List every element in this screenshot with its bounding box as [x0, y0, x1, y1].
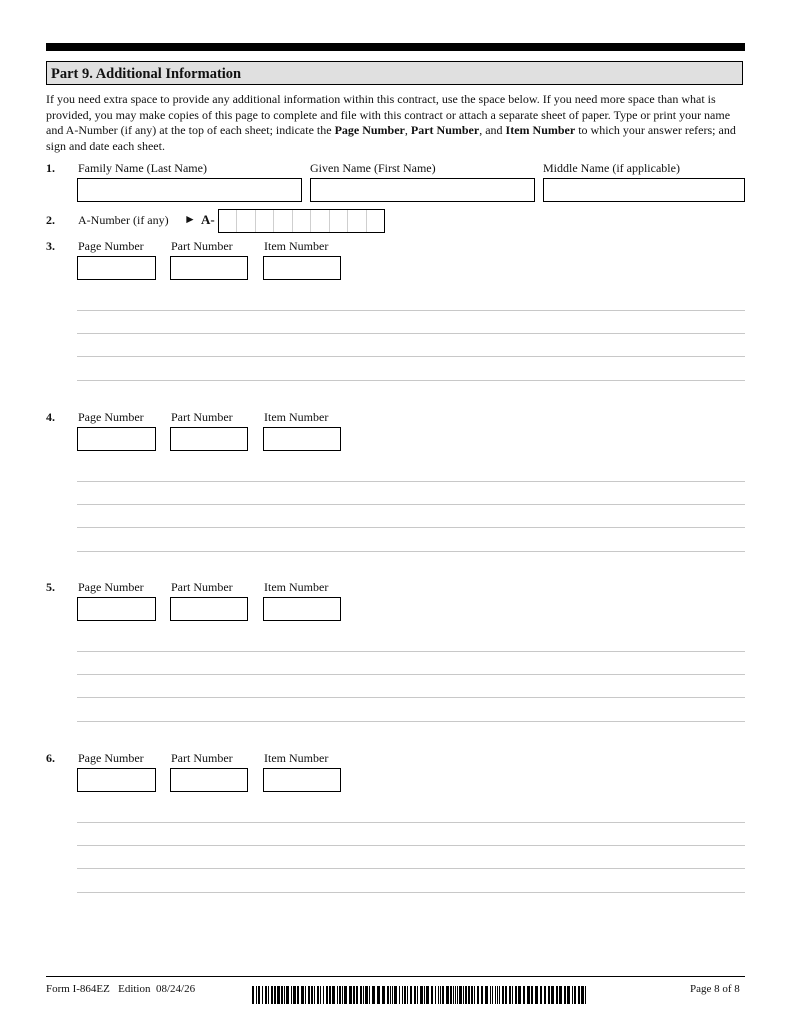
page-number: Page 8 of 8	[690, 983, 740, 995]
given-name-label: Given Name (First Name)	[310, 161, 436, 175]
item-number-label: Item Number	[264, 410, 329, 424]
item-number: 4.	[46, 410, 55, 424]
item-number-field[interactable]	[263, 427, 341, 451]
part-number-field[interactable]	[170, 597, 248, 621]
answer-line[interactable]	[77, 380, 745, 381]
instructions-text: ,	[404, 123, 411, 138]
part-number-label: Part Number	[171, 410, 233, 424]
instructions-bold-part: Part Number	[410, 123, 480, 138]
part-number-label: Part Number	[171, 580, 233, 594]
barcode-image	[252, 986, 592, 1004]
answer-line[interactable]	[77, 527, 745, 528]
form-edition: Form I-864EZ Edition 08/24/26	[46, 983, 196, 995]
footer-rule	[46, 976, 745, 977]
page-number-field[interactable]	[77, 427, 156, 451]
middle-name-field[interactable]	[543, 178, 745, 202]
item-number-label: Item Number	[264, 239, 329, 253]
part-number-label: Part Number	[171, 239, 233, 253]
instructions-bold-page: Page Number	[334, 123, 405, 138]
instructions-text: If you need extra space to provide any additional information within this contract, use the space below. If you need more space than what is provided, you may make copies of this page to complete and file with this contract or attach a separate sheet of paper. Type or print your name and A-Number (if any) at the top of each sheet; indicate the	[46, 92, 731, 138]
page-number-label: Page Number	[78, 410, 144, 424]
answer-line[interactable]	[77, 868, 745, 869]
answer-line[interactable]	[77, 481, 745, 482]
item-number: 2.	[46, 213, 55, 227]
page-number-field[interactable]	[77, 768, 156, 792]
answer-line[interactable]	[77, 697, 745, 698]
item-number-label: Item Number	[264, 751, 329, 765]
answer-line[interactable]	[77, 721, 745, 722]
a-number-field[interactable]	[218, 209, 385, 233]
page-number-field[interactable]	[77, 597, 156, 621]
answer-line[interactable]	[77, 356, 745, 357]
answer-line[interactable]	[77, 822, 745, 823]
answer-line[interactable]	[77, 651, 745, 652]
item-number: 5.	[46, 580, 55, 594]
a-number-label: A-Number (if any)	[78, 213, 169, 227]
family-name-label: Family Name (Last Name)	[78, 161, 207, 175]
instructions-text: to which your answer refers; and sign and date each sheet.	[46, 123, 736, 153]
given-name-field[interactable]	[310, 178, 535, 202]
section-header	[46, 61, 743, 85]
item-number-field[interactable]	[263, 597, 341, 621]
page-number-label: Page Number	[78, 751, 144, 765]
instructions-bold-item: Item Number	[505, 123, 576, 138]
page-number-label: Page Number	[78, 239, 144, 253]
item-number-field[interactable]	[263, 256, 341, 280]
answer-line[interactable]	[77, 333, 745, 334]
item-number-label: Item Number	[264, 580, 329, 594]
section-title: Part 9. Additional Information	[51, 66, 242, 82]
answer-line[interactable]	[77, 310, 745, 311]
answer-line[interactable]	[77, 845, 745, 846]
page-number-label: Page Number	[78, 580, 144, 594]
answer-line[interactable]	[77, 551, 745, 552]
page-number-field[interactable]	[77, 256, 156, 280]
answer-line[interactable]	[77, 504, 745, 505]
instructions-text: , and	[479, 123, 506, 138]
part-number-field[interactable]	[170, 427, 248, 451]
item-number: 3.	[46, 239, 55, 253]
part-number-field[interactable]	[170, 768, 248, 792]
arrow-right-icon: ►	[184, 212, 196, 226]
answer-line[interactable]	[77, 674, 745, 675]
instructions-paragraph	[46, 92, 746, 154]
item-number: 1.	[46, 161, 55, 175]
part-number-field[interactable]	[170, 256, 248, 280]
top-rule	[46, 43, 745, 51]
item-number: 6.	[46, 751, 55, 765]
middle-name-label: Middle Name (if applicable)	[543, 161, 680, 175]
item-number-field[interactable]	[263, 768, 341, 792]
part-number-label: Part Number	[171, 751, 233, 765]
a-number-prefix: A-	[201, 212, 215, 227]
family-name-field[interactable]	[77, 178, 302, 202]
answer-line[interactable]	[77, 892, 745, 893]
